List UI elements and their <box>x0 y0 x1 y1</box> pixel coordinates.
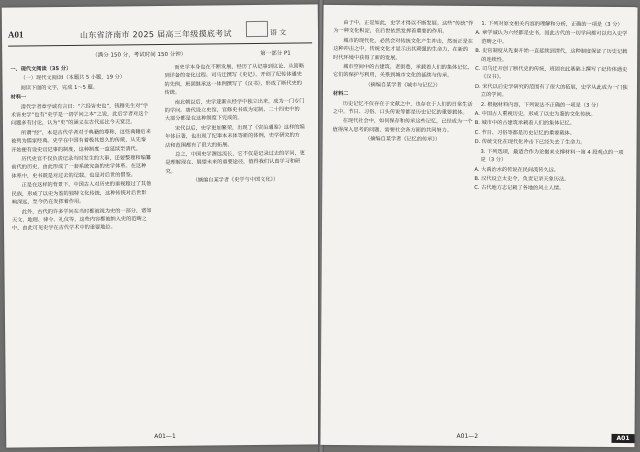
section-label: 第一部分 P1 <box>260 50 291 57</box>
answer-option: B. 汉代设立太史令，负责记录天象历法。 <box>474 175 570 183</box>
logo <box>246 21 268 37</box>
answer-option: A. 章学诚认为六经都是史书，因此古代的一切学问都可以归入史学范畴之中。 <box>475 30 628 46</box>
answer-option: C. 古代地方志记载了各地的风土人情。 <box>474 185 565 192</box>
answer-option: D. 宋代以后史学研究的范围有了很大的拓展，史学从此成为一门独立的学问。 <box>474 83 628 99</box>
paragraph: 所谓“经”，本是古代学者对于典籍的尊称，这些典籍后来被列为儒家经典。史学在中国有着极其悠久的传统，从先秦开始便有设史官记事的制度，这种制度一直延续至清代。 <box>11 128 151 154</box>
answer-option: B. 城市中的古建筑承载着人们的集体记忆。 <box>474 120 575 128</box>
section-heading: 一、现代文阅读（35 分） <box>10 65 72 73</box>
page-footer-right: A01—2 <box>456 432 479 440</box>
question-stem: 3. 下列选项，最适合作为论据来支撑材料一第 4 段观点的一项是（3 分） <box>480 148 624 164</box>
source-citation: （摘编自某学者《城市与记忆》） <box>365 82 441 89</box>
paragraph: 历史记忆不仅存在于文献之中，也存在于人们的日常生活之中，节日、习俗、口头传说等都是历史记忆的重要载体。 <box>332 100 473 116</box>
paragraph: 清代学者章学诚有言曰：“六经皆史也”，钱穆先生对“学术皆史学”也有“史学是一切学问之本”之说，此后学者对这个问题多有讨论，认为“史”的涵义在古代远比今天宽泛。 <box>10 102 149 128</box>
left-column-1 <box>10 64 152 234</box>
page-tag: A01 <box>611 434 634 443</box>
source-citation: （摘编自某学者《史学与中国文化》） <box>192 177 279 184</box>
section-heading: 材料一 <box>10 94 27 101</box>
paragraph: 正是在这样的背景下，中国古人对历史的重视超过了其他民族，形成了以史为鉴的独特文化传统，这种传统对后世影响深远，至今仍在发挥着作用。 <box>11 181 152 206</box>
paragraph: 城市空间中的古建筑、老街巷，承载着人们的集体记忆，它们的保护与利用，关系到城市文化的延续与传承。 <box>333 64 473 80</box>
question-stem: 2. 根据材料内容，下列说法不正确的一项是（3 分） <box>480 101 602 109</box>
exam-note: （满分 150 分，考试时间 150 分钟） <box>92 51 187 59</box>
answer-option: D. 传统文化在现代化冲击下已经失去了生命力。 <box>474 139 586 147</box>
paragraph: 历代史官不仅负责记录当时发生的大事，还要整理和编纂前代的历史，由此形成了一套系统完备的史学体系。在这种体系中，史书既是对过去的记载，也是对后世的借鉴。 <box>11 155 152 180</box>
answer-option: A. 中国古人重视历史，形成了以史为鉴的文化传统。 <box>474 111 596 118</box>
answer-option: C. 司马迁开创了断代史的传统，班固在此基础上撰写了纪传体通史《汉书》。 <box>475 66 628 81</box>
paragraph: 城市的现代化，必然会对传统文化产生冲击，然而正是在这种冲击之中，传统文化才显示出其顽强的生命力，在新的时代环境中获得了新的发展。 <box>333 37 474 62</box>
paragraph: 宋代以后，史学更加繁荣，出现了《资治通鉴》这样的编年体巨著，也出现了纪事本末体等新的体例，史学研究的方法和范围都有了很大的拓展。 <box>165 124 305 149</box>
paragraph: （一）现代文阅读Ⅰ（本题共 5 小题，19 分） <box>20 74 126 82</box>
subject-label: 语 文 <box>269 28 287 37</box>
paragraph: 阅读下面的文字，完成 1～5 题。 <box>20 84 98 92</box>
source-citation: （摘编自某学者《记忆的传承》） <box>364 136 441 144</box>
answer-option: B. 史官制度从先秦开始一直延续到清代，这种制度保证了历史记载的连续性。 <box>475 48 628 63</box>
answer-option: A. 大禹治水的传说在民间流传久远。 <box>474 166 559 174</box>
paragraph: 而史学本身也在不断发展，经历了从记事到议论、从简略到详备的变化过程。司马迁撰写《史记》，开创了纪传体通史的先例，班固继承这一体例撰写了《汉书》，形成了断代史的传统。 <box>164 63 305 97</box>
page-footer: A01—1 <box>154 432 176 441</box>
exam-title: 山东省济南市 2025 届高三年级摸底考试 <box>79 29 232 40</box>
paragraph: 此外，古代的许多学问在当时都被视为史的一部分，诸如天文、地理、律令、礼仪等，这些内容都被纳入史的范畴之中，由此可见史学在古代学术中的重要地位。 <box>11 207 152 232</box>
paragraph: 南北朝以后，史学逐渐从经学中独立出来，成为一门专门的学问。唐代设立史馆，官修史书成为定制，二十四史中的大部分都是在这种制度下完成的。 <box>164 98 305 123</box>
right-column-1 <box>333 19 474 146</box>
paper-code: A01 <box>7 29 24 40</box>
paragraph: 总之，中国史学源远流长，它不仅是记录过去的学问，更是理解现在、展望未来的重要途径，值得我们认真学习和研究。 <box>165 150 305 175</box>
left-column-2 <box>164 63 305 187</box>
answer-option: C. 节日、习俗等都是历史记忆的重要载体。 <box>474 129 575 137</box>
right-column-2 <box>474 20 629 195</box>
question-stem: 1. 下列对原文相关内容的理解和分析，正确的一项是（3 分） <box>481 21 623 28</box>
page-header <box>8 26 312 43</box>
left-page <box>2 4 323 447</box>
section-heading: 材料二 <box>332 91 349 98</box>
paragraph: 在现代社会中，如何保存和传承这些记忆，已经成为一个值得深入思考的问题，需要社会各方面的共同努力。 <box>332 118 473 134</box>
paragraph: 由于中，正是如此，史学才得以不断发展。这些“传统”作为一种文化积淀，在后世依然发挥着重要的作用。 <box>333 20 474 36</box>
right-page <box>320 5 637 447</box>
